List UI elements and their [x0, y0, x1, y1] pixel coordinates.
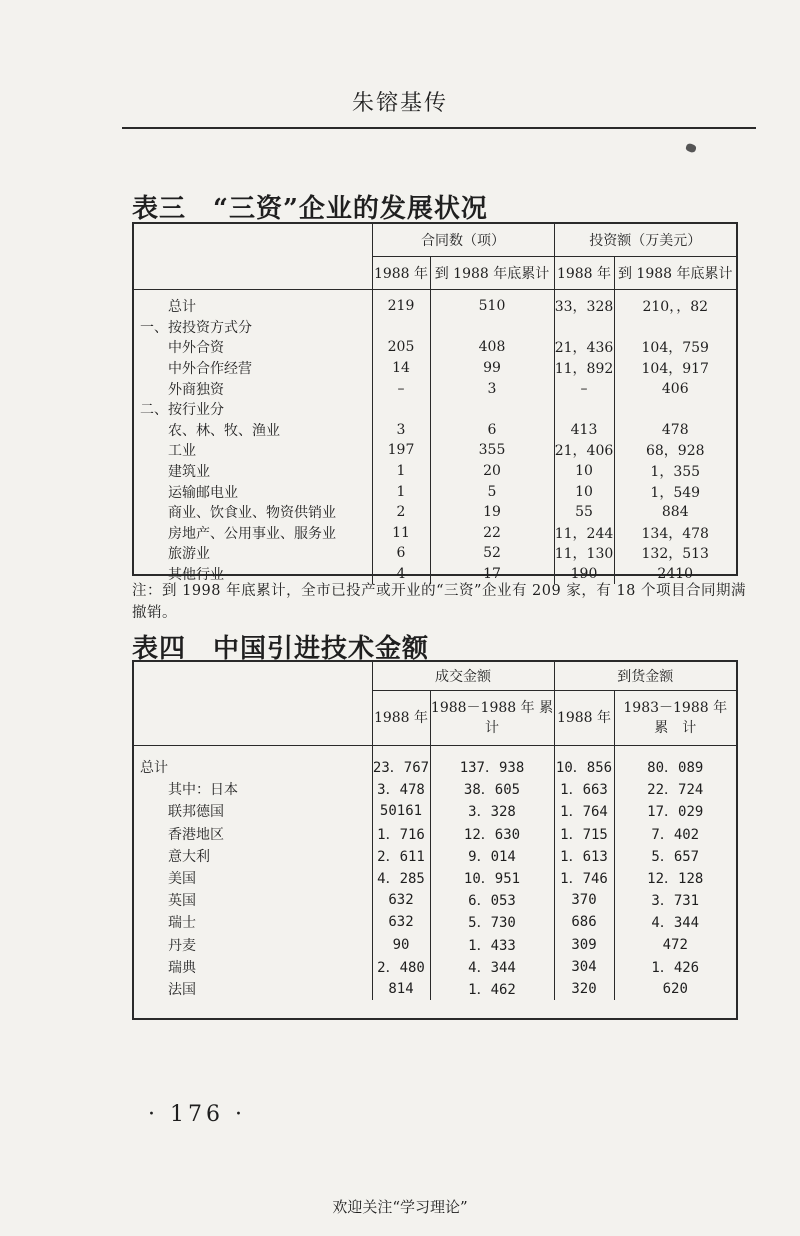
- cell-c1: 6: [372, 543, 430, 564]
- cell-c3: 11，892: [554, 358, 614, 379]
- cell-c4: 68，928: [614, 440, 736, 461]
- cell-c3: 10．856: [554, 746, 614, 779]
- cell-c2: 52: [430, 543, 554, 564]
- cell-c1: 23．767: [372, 746, 430, 779]
- row-label: 总计: [168, 299, 196, 316]
- table-row: [134, 978, 736, 1000]
- row-label: 法国: [168, 981, 196, 998]
- table-row: [134, 746, 736, 779]
- table4-col-deal-cum: 1988－1988 年 累 计: [430, 691, 554, 746]
- cell-c1: 14: [372, 358, 430, 379]
- cell-c4: 4．344: [614, 911, 736, 933]
- table4-stub-header: [134, 662, 372, 746]
- cell-c3: 10: [554, 461, 614, 482]
- row-label: 工业: [168, 443, 196, 460]
- cell-c3: 320: [554, 978, 614, 1000]
- cell-c4: 3．731: [614, 889, 736, 911]
- row-label: 中外合资: [168, 340, 224, 357]
- cell-c1: 2．611: [372, 845, 430, 867]
- running-header: 朱镕基传: [351, 91, 448, 116]
- cell-c1: 205: [372, 337, 430, 358]
- cell-c2: [430, 317, 554, 338]
- cell-c1: 632: [372, 911, 430, 933]
- cell-c4: [614, 317, 736, 338]
- table-row: [134, 440, 736, 461]
- row-label: 一、按投资方式分: [140, 319, 252, 336]
- cell-c3: [554, 317, 614, 338]
- cell-c2: 12．630: [430, 823, 554, 845]
- cell-c1: 197: [372, 440, 430, 461]
- cell-c2: 3．328: [430, 800, 554, 822]
- row-label: 英国: [168, 893, 196, 910]
- cell-c1: 3．478: [372, 778, 430, 800]
- cell-c4: 104，759: [614, 337, 736, 358]
- cell-c3: 21，436: [554, 337, 614, 358]
- cell-c2: 355: [430, 440, 554, 461]
- cell-c1: 814: [372, 978, 430, 1000]
- cell-c3: 309: [554, 934, 614, 956]
- cell-c4: 478: [614, 420, 736, 441]
- cell-c2: 1．433: [430, 934, 554, 956]
- table4-col-1988b: 1988 年: [554, 691, 614, 746]
- table-row: [134, 420, 736, 441]
- table4-col-arr-cum: 1983－1988 年 累 计: [614, 691, 736, 746]
- row-label: 美国: [168, 871, 196, 888]
- table-row: [134, 399, 736, 420]
- cell-c4: 210，，82: [614, 290, 736, 317]
- table-row: [134, 956, 736, 978]
- footer-text: 欢迎关注“学习理论”: [332, 1198, 468, 1216]
- row-label: 其他行业: [168, 567, 224, 584]
- table-row: [134, 800, 736, 822]
- cell-c4: 472: [614, 934, 736, 956]
- cell-c2: 408: [430, 337, 554, 358]
- row-label: 联邦德国: [168, 804, 224, 821]
- cell-c3: 1．764: [554, 800, 614, 822]
- row-label: 外商独资: [168, 381, 224, 398]
- page-number: · 176 ·: [148, 1102, 246, 1127]
- cell-c4: 22．724: [614, 778, 736, 800]
- row-label: 中外合作经营: [168, 361, 252, 378]
- cell-c1: [372, 399, 430, 420]
- cell-c1: 219: [372, 290, 430, 317]
- cell-c4: 620: [614, 978, 736, 1000]
- cell-c3: 304: [554, 956, 614, 978]
- header-rule: [122, 127, 756, 129]
- table3-col-1988b: 1988 年: [554, 257, 614, 290]
- cell-c4: [614, 399, 736, 420]
- cell-c3: 11，244: [554, 523, 614, 544]
- cell-c3: 55: [554, 502, 614, 523]
- row-label: 旅游业: [168, 546, 210, 563]
- table3: [132, 222, 738, 584]
- row-label: 丹麦: [168, 937, 196, 954]
- cell-c2: 510: [430, 290, 554, 317]
- cell-c2: 9．014: [430, 845, 554, 867]
- table3-col-cumb: 到 1988 年底累计: [614, 257, 736, 290]
- cell-c3: 370: [554, 889, 614, 911]
- cell-c3: 1．746: [554, 867, 614, 889]
- cell-c4: 1．426: [614, 956, 736, 978]
- row-label: 意大利: [168, 848, 210, 865]
- cell-c2: 4．344: [430, 956, 554, 978]
- table-row: [134, 378, 736, 399]
- table-row: [134, 778, 736, 800]
- cell-c1: 1: [372, 461, 430, 482]
- table4-title: 表四 中国引进技术金额: [132, 634, 430, 664]
- cell-c2: 137．938: [430, 746, 554, 779]
- cell-c1: –: [372, 378, 430, 399]
- cell-c2: 19: [430, 502, 554, 523]
- cell-c2: 22: [430, 523, 554, 544]
- cell-c1: 4．285: [372, 867, 430, 889]
- row-label: 房地产、公用事业、服务业: [168, 525, 336, 542]
- cell-c4: 80．089: [614, 746, 736, 779]
- cell-c4: 104，917: [614, 358, 736, 379]
- cell-c4: 2410: [614, 564, 736, 585]
- cell-c4: 12．128: [614, 867, 736, 889]
- table4-group-deal: 成交金额: [372, 662, 554, 691]
- table-row: [134, 823, 736, 845]
- table4-group-arrival: 到货金额: [554, 662, 736, 691]
- cell-c4: 17．029: [614, 800, 736, 822]
- table4-col-1988: 1988 年: [372, 691, 430, 746]
- cell-c3: 10: [554, 481, 614, 502]
- cell-c1: [372, 317, 430, 338]
- cell-c3: 21，406: [554, 440, 614, 461]
- table-row: [134, 290, 736, 317]
- cell-c1: 11: [372, 523, 430, 544]
- table3-col-cum: 到 1988 年底累计: [430, 257, 554, 290]
- table3-col-1988: 1988 年: [372, 257, 430, 290]
- table4: [132, 660, 738, 1020]
- cell-c4: 884: [614, 502, 736, 523]
- cell-c3: 33，328: [554, 290, 614, 317]
- cell-c1: 3: [372, 420, 430, 441]
- cell-c3: 190: [554, 564, 614, 585]
- cell-c2: 6: [430, 420, 554, 441]
- cell-c1: 90: [372, 934, 430, 956]
- table3-title: 表三 “三资”企业的发展状况: [132, 194, 488, 224]
- cell-c3: [554, 399, 614, 420]
- cell-c1: 2．480: [372, 956, 430, 978]
- cell-c2: 99: [430, 358, 554, 379]
- table-row: [134, 911, 736, 933]
- table3-stub-header: [134, 224, 372, 290]
- cell-c4: 5．657: [614, 845, 736, 867]
- row-label: 总计: [140, 760, 168, 777]
- cell-c2: 3: [430, 378, 554, 399]
- row-label: 二、按行业分: [140, 402, 224, 419]
- row-label: 瑞士: [168, 915, 196, 932]
- cell-c3: –: [554, 378, 614, 399]
- table-row: [134, 867, 736, 889]
- table-row: [134, 934, 736, 956]
- cell-c2: 38．605: [430, 778, 554, 800]
- table-row: [134, 358, 736, 379]
- cell-c4: 1，355: [614, 461, 736, 482]
- cell-c2: [430, 399, 554, 420]
- cell-c2: 6．053: [430, 889, 554, 911]
- cell-c3: 1．663: [554, 778, 614, 800]
- cell-c3: 1．613: [554, 845, 614, 867]
- row-label: 农、林、牧、渔业: [168, 422, 280, 439]
- table-row: [134, 317, 736, 338]
- table3-note: 注：到 1998 年底累计，全市已投产或开业的“三资”企业有 209 家，有 18 个项目合同期满撤销。: [132, 583, 747, 621]
- cell-c1: 2: [372, 502, 430, 523]
- cell-c1: 1: [372, 481, 430, 502]
- cell-c3: 11，130: [554, 543, 614, 564]
- cell-c1: 1．716: [372, 823, 430, 845]
- cell-c4: 406: [614, 378, 736, 399]
- table3-group-investment: 投资额（万美元）: [554, 224, 736, 257]
- table3-group-contracts: 合同数（项）: [372, 224, 554, 257]
- cell-c3: 686: [554, 911, 614, 933]
- table-row: [134, 523, 736, 544]
- table-row: [134, 481, 736, 502]
- row-label: 其中：日本: [168, 782, 238, 799]
- table-row: [134, 502, 736, 523]
- row-label: 香港地区: [168, 826, 224, 843]
- cell-c1: 50161: [372, 800, 430, 822]
- cell-c4: 134，478: [614, 523, 736, 544]
- table-row: [134, 461, 736, 482]
- cell-c2: 5: [430, 481, 554, 502]
- table-row: [134, 845, 736, 867]
- cell-c2: 1．462: [430, 978, 554, 1000]
- cell-c3: 1．715: [554, 823, 614, 845]
- cell-c4: 7．402: [614, 823, 736, 845]
- table-row: [134, 889, 736, 911]
- cell-c2: 17: [430, 564, 554, 585]
- row-label: 商业、饮食业、物资供销业: [168, 505, 336, 522]
- cell-c4: 132，513: [614, 543, 736, 564]
- cell-c2: 5．730: [430, 911, 554, 933]
- cell-c4: 1，549: [614, 481, 736, 502]
- ink-smudge: [685, 143, 697, 154]
- cell-c3: 413: [554, 420, 614, 441]
- table-row: [134, 543, 736, 564]
- row-label: 建筑业: [168, 464, 210, 481]
- table-row: [134, 337, 736, 358]
- cell-c2: 10．951: [430, 867, 554, 889]
- row-label: 瑞典: [168, 959, 196, 976]
- row-label: 运输邮电业: [168, 484, 238, 501]
- cell-c1: 632: [372, 889, 430, 911]
- cell-c1: 4: [372, 564, 430, 585]
- cell-c2: 20: [430, 461, 554, 482]
